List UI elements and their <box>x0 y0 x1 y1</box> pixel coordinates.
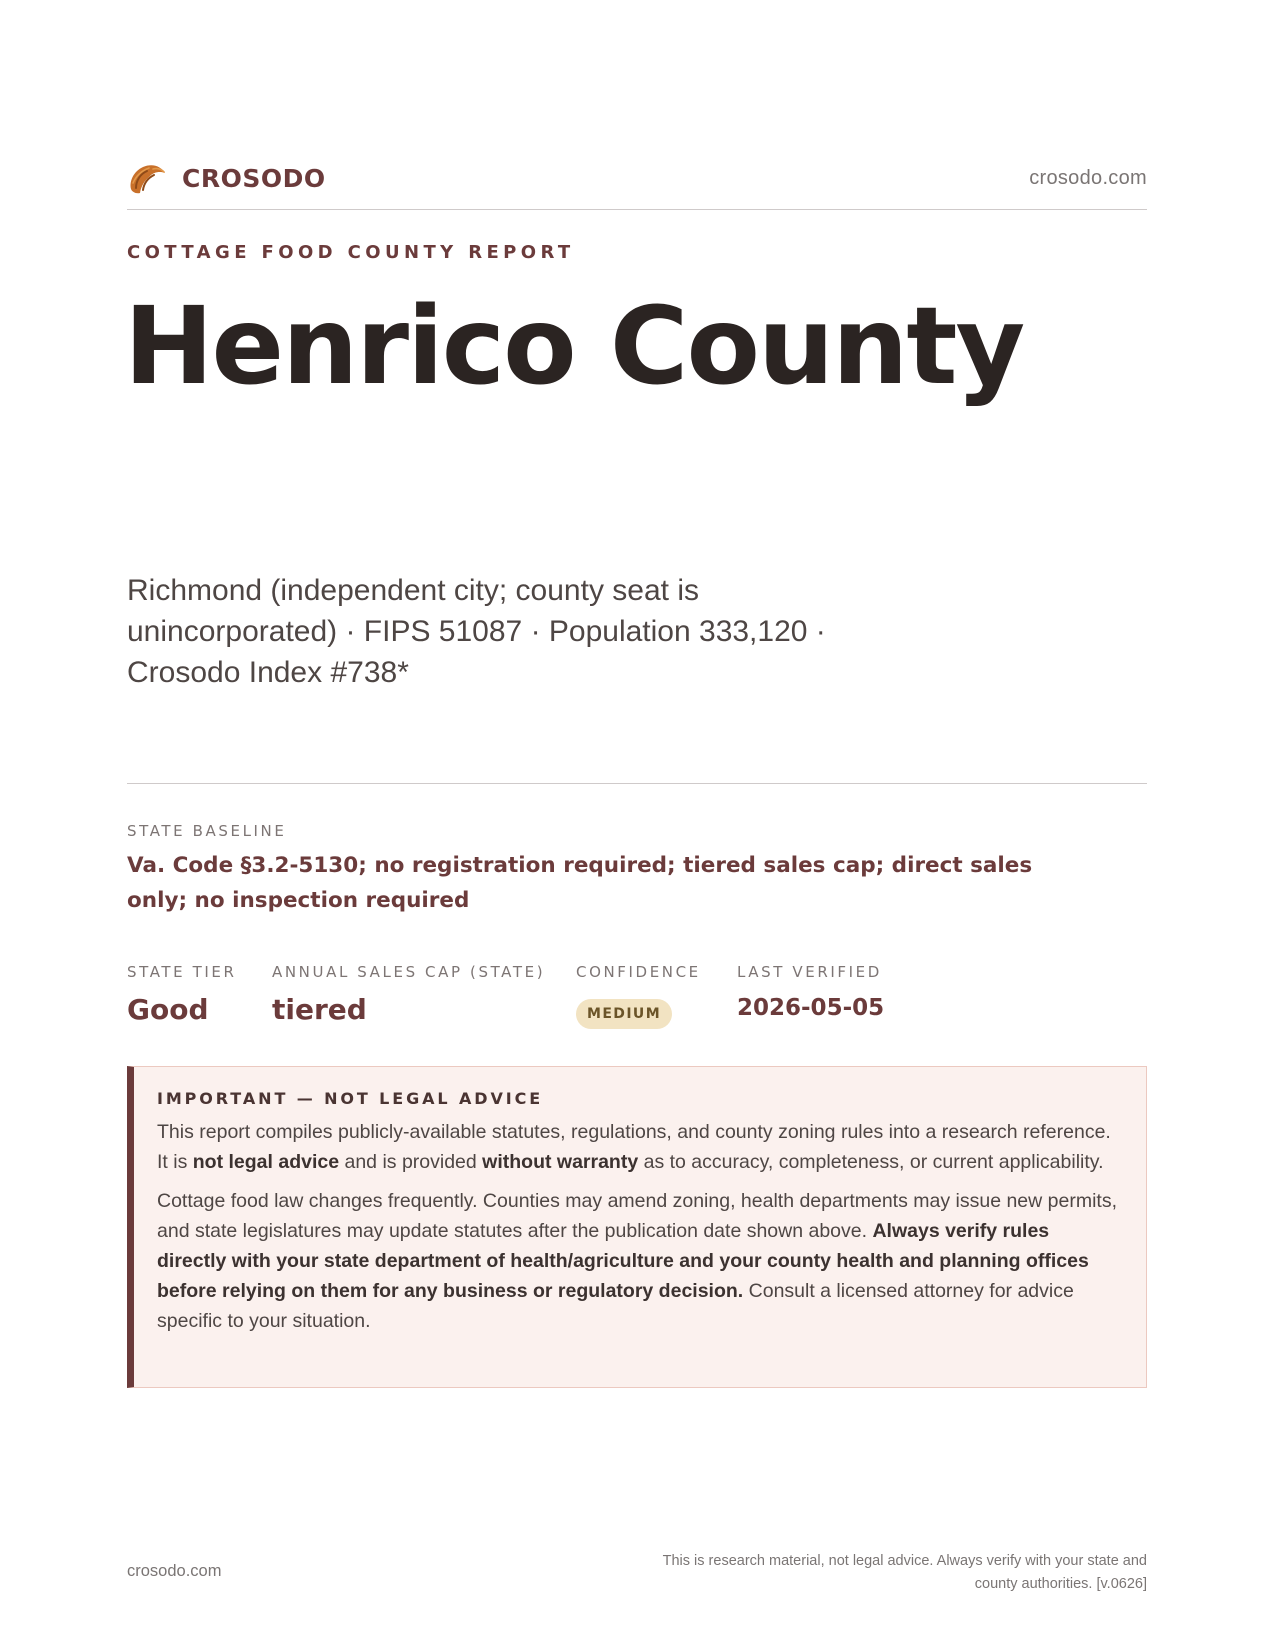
state-tier-value: Good <box>127 993 209 1026</box>
report-header <box>127 158 1147 210</box>
notice-emphasis: Always verify rules directly with your state department of health/agriculture and your county health and planning offices before relying on them for any business or regulatory decision. <box>157 1220 1089 1302</box>
report-eyebrow: COTTAGE FOOD COUNTY REPORT <box>127 242 575 263</box>
brand <box>127 158 326 198</box>
confidence-label: CONFIDENCE <box>576 963 701 981</box>
brand-name: CROSODO <box>182 163 326 193</box>
sales-cap-label: ANNUAL SALES CAP (STATE) <box>272 963 546 981</box>
last-verified-label: LAST VERIFIED <box>737 963 882 981</box>
county-subtitle: Richmond (independent city; county seat is unincorporated) · FIPS 51087 · Population 333,120 · Crosodo Index #738* <box>127 574 826 689</box>
sales-cap-block <box>272 963 546 1026</box>
sales-cap-value: tiered <box>272 993 367 1026</box>
croissant-icon <box>127 159 167 197</box>
notice-text: This report compiles publicly-available statutes, regulations, and county zoning rules into a research reference. It is <box>157 1121 1111 1173</box>
notice-emphasis: not legal advice <box>192 1151 340 1173</box>
legal-notice <box>127 1066 1147 1388</box>
confidence-block <box>576 963 701 1022</box>
state-baseline-label: STATE BASELINE <box>127 822 287 840</box>
notice-emphasis: without warranty <box>482 1151 639 1173</box>
last-verified-block <box>737 963 885 1021</box>
header-domain[interactable]: crosodo.com <box>1029 167 1147 189</box>
notice-text: as to accuracy, completeness, or current applicability. <box>638 1151 1104 1173</box>
footer-domain[interactable]: crosodo.com <box>127 1562 222 1580</box>
notice-text: Cottage food law changes frequently. Counties may amend zoning, health departments may issue new permits, and state legislatures may update statutes after the publication date shown above. <box>157 1190 1117 1242</box>
state-tier-label: STATE TIER <box>127 963 237 981</box>
legal-notice-paragraph-2 <box>157 1186 1120 1336</box>
section-divider <box>127 783 1147 784</box>
last-verified-value: 2026-05-05 <box>737 995 885 1021</box>
footer-disclaimer: This is research material, not legal advice. Always verify with your state and county authorities. [v.0626] <box>662 1553 1147 1592</box>
notice-text: Consult a licensed attorney for advice specific to your situation. <box>157 1280 1074 1332</box>
notice-text: and is provided <box>339 1151 483 1173</box>
confidence-badge: MEDIUM <box>576 999 672 1029</box>
legal-notice-title: IMPORTANT — NOT LEGAL ADVICE <box>157 1089 544 1108</box>
legal-notice-paragraph-1 <box>157 1117 1120 1177</box>
page-title: Henrico County <box>124 285 1024 409</box>
state-tier-block <box>127 963 237 1026</box>
state-baseline-text: Va. Code §3.2-5130; no registration required; tiered sales cap; direct sales only; no inspection required <box>127 853 1033 913</box>
